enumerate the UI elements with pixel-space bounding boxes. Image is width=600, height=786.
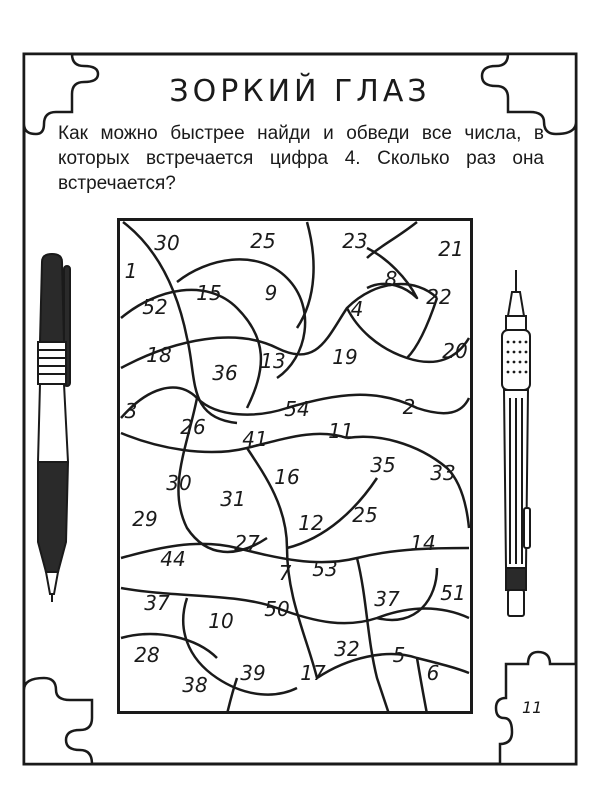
puzzle-number: 35 [370,453,396,477]
puzzle-number: 10 [208,609,234,633]
puzzle-number: 3 [124,399,138,423]
puzzle-number: 37 [374,587,400,611]
puzzle-number: 44 [160,547,186,571]
puzzle-number: 25 [352,503,378,527]
puzzle-number: 25 [250,229,276,253]
puzzle-number: 53 [312,557,338,581]
mechanical-pencil-illustration [494,268,538,620]
puzzle-number: 6 [426,661,440,685]
puzzle-number: 29 [132,507,158,531]
puzzle-number: 20 [442,339,468,363]
puzzle-number: 21 [438,237,464,261]
puzzle-number: 12 [298,511,324,535]
puzzle-number: 27 [234,531,260,555]
puzzle-number: 39 [240,661,266,685]
ballpoint-pen-illustration [28,252,82,604]
puzzle-number: 37 [144,591,170,615]
puzzle-number: 15 [196,281,222,305]
puzzle-number: 32 [334,637,360,661]
puzzle-number: 17 [300,661,326,685]
puzzle-number: 22 [426,285,452,309]
puzzle-number: 30 [166,471,192,495]
puzzle-number: 8 [384,267,398,291]
puzzle-number: 28 [134,643,160,667]
puzzle-number: 52 [142,295,168,319]
puzzle-number: 13 [260,349,286,373]
puzzle-number: 23 [342,229,368,253]
puzzle-number: 14 [410,531,436,555]
puzzle-number: 30 [154,231,180,255]
puzzle-number: 5 [392,643,406,667]
number-puzzle-grid [117,218,473,714]
puzzle-number: 31 [220,487,246,511]
page-title: ЗОРКИЙ ГЛАЗ [169,74,431,109]
puzzle-number: 16 [274,465,300,489]
puzzle-number: 33 [430,461,456,485]
puzzle-number: 51 [440,581,466,605]
puzzle-corner-bottom-left [24,678,92,764]
puzzle-number: 26 [180,415,206,439]
puzzle-number: 18 [146,343,172,367]
puzzle-number: 9 [264,281,278,305]
puzzle-number: 4 [350,297,364,321]
puzzle-number: 38 [182,673,208,697]
puzzle-number: 54 [284,397,310,421]
puzzle-number: 11 [328,419,354,443]
puzzle-number: 19 [332,345,358,369]
puzzle-number: 41 [242,427,268,451]
puzzle-number: 1 [124,259,138,283]
puzzle-number: 7 [278,561,292,585]
task-instructions: Как можно быстрее найди и обведи все числа, в которых встречается цифра 4. Сколько раз она встречается? [58,123,544,194]
puzzle-number: 2 [402,395,416,419]
page-number: 11 [522,698,543,717]
puzzle-number: 36 [212,361,238,385]
puzzle-number: 50 [264,597,290,621]
